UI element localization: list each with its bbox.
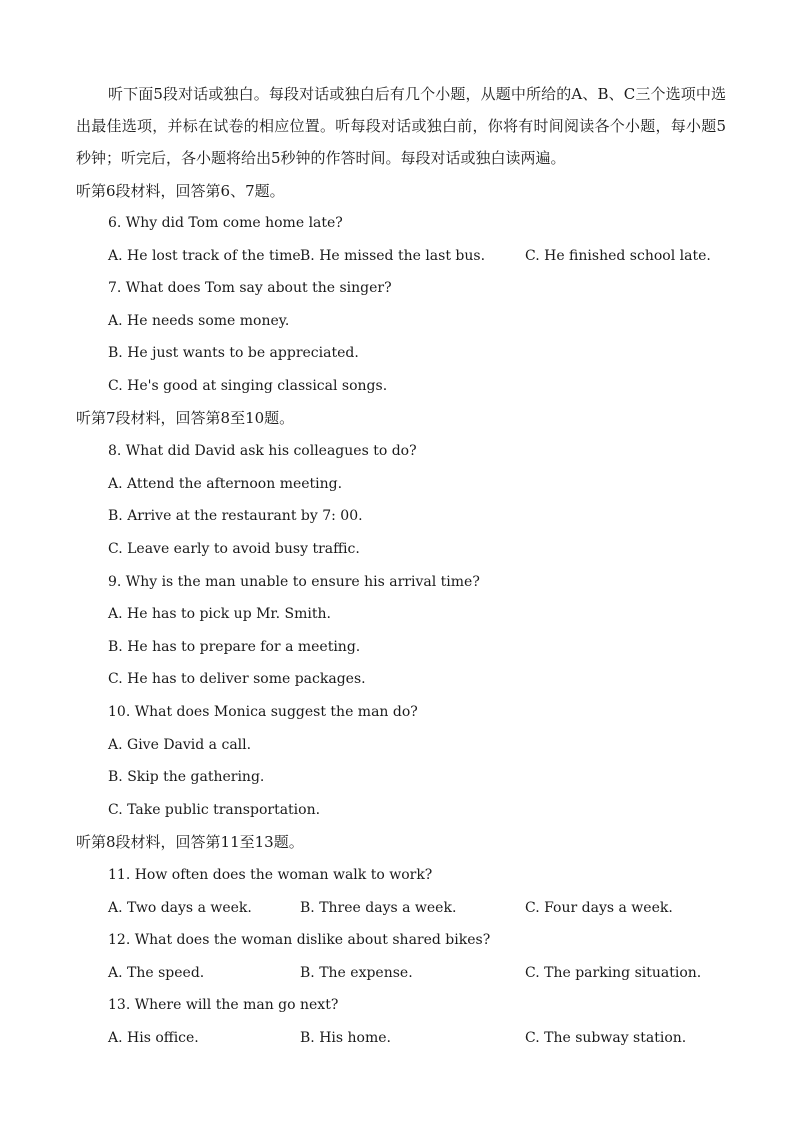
question-10: 10. What does Monica suggest the man do? bbox=[108, 704, 418, 720]
question-11-option-a: A. Two days a week. bbox=[108, 900, 252, 916]
question-7-option-b: B. He just wants to be appreciated. bbox=[108, 345, 359, 361]
question-6-option-b: B. He missed the last bus. bbox=[300, 248, 486, 264]
question-13: 13. Where will the man go next? bbox=[108, 997, 339, 1013]
instructions-paragraph: 听下面5段对话或独白。每段对话或独白后有几个小题，从题中所给的A、B、C三个选项中选出最佳选项，并标在试卷的相应位置。听每段对话或独白前，你将有时间阅读各个小题，每小题5秒钟；听完后，各小题将给出5秒钟的作答时间。每段对话或独白读两遍。 bbox=[76, 85, 726, 167]
question-9-option-b: B. He has to prepare for a meeting. bbox=[108, 639, 361, 655]
question-13-option-c: C. The subway station. bbox=[525, 1030, 687, 1046]
question-10-option-b: B. Skip the gathering. bbox=[108, 769, 265, 785]
question-10-option-c: C. Take public transportation. bbox=[108, 802, 321, 818]
question-12-option-c: C. The parking situation. bbox=[525, 965, 702, 981]
question-12-option-a: A. The speed. bbox=[108, 965, 205, 981]
question-8: 8. What did David ask his colleagues to do? bbox=[108, 443, 417, 459]
question-11: 11. How often does the woman walk to work? bbox=[108, 867, 433, 883]
question-6-option-c: C. He finished school late. bbox=[525, 248, 711, 264]
question-8-option-c: C. Leave early to avoid busy traffic. bbox=[108, 541, 360, 557]
question-7-option-c: C. He's good at singing classical songs. bbox=[108, 378, 388, 394]
section-heading-7: 听第7段材料，回答第8至10题。 bbox=[76, 409, 295, 427]
section-heading-8: 听第8段材料，回答第11至13题。 bbox=[76, 833, 304, 851]
question-13-option-a: A. His office. bbox=[108, 1030, 199, 1046]
section-heading-6: 听第6段材料，回答第6、7题。 bbox=[76, 182, 285, 200]
question-12-option-b: B. The expense. bbox=[300, 965, 413, 981]
question-13-option-b: B. His home. bbox=[300, 1030, 391, 1046]
question-6: 6. Why did Tom come home late? bbox=[108, 215, 343, 231]
question-10-option-a: A. Give David a call. bbox=[108, 737, 252, 753]
question-11-option-c: C. Four days a week. bbox=[525, 900, 673, 916]
question-9-option-c: C. He has to deliver some packages. bbox=[108, 671, 366, 687]
question-11-option-b: B. Three days a week. bbox=[300, 900, 457, 916]
question-8-option-b: B. Arrive at the restaurant by 7: 00. bbox=[108, 508, 363, 524]
question-12: 12. What does the woman dislike about shared bikes? bbox=[108, 932, 491, 948]
question-9-option-a: A. He has to pick up Mr. Smith. bbox=[108, 606, 331, 622]
question-6-option-a: A. He lost track of the time. bbox=[108, 248, 306, 264]
question-9: 9. Why is the man unable to ensure his arrival time? bbox=[108, 574, 480, 590]
question-7-option-a: A. He needs some money. bbox=[108, 313, 290, 329]
question-7: 7. What does Tom say about the singer? bbox=[108, 280, 392, 296]
question-8-option-a: A. Attend the afternoon meeting. bbox=[108, 476, 343, 492]
